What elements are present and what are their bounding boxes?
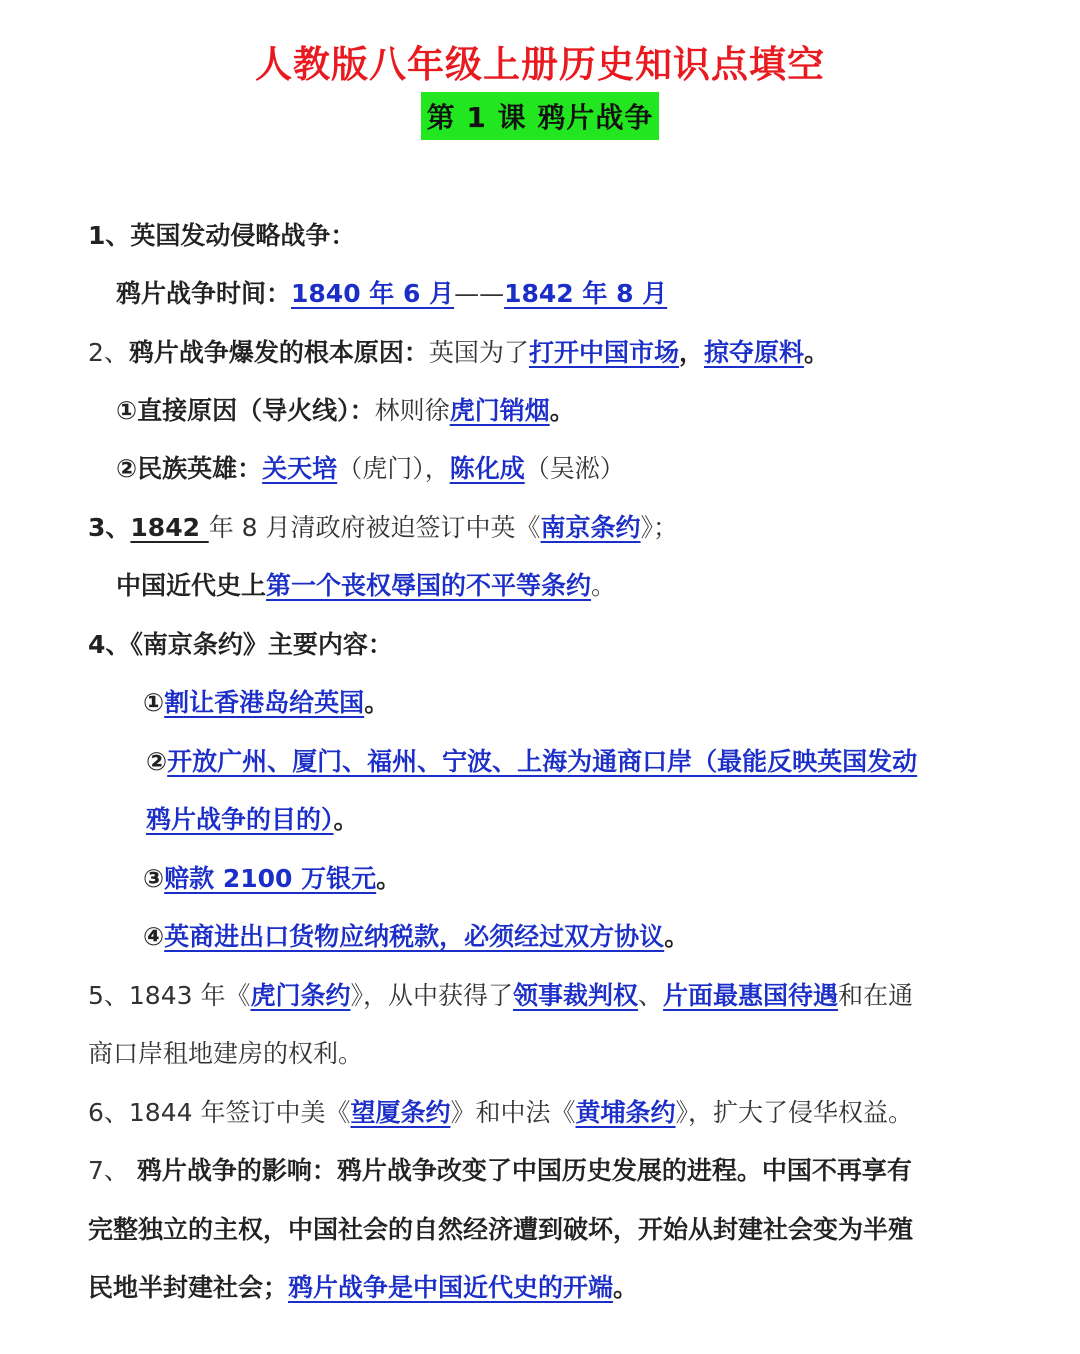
item-3-number: 3、 (88, 513, 131, 542)
direct-cause-text: 林则徐 (374, 396, 450, 425)
page-title: 人教版八年级上册历史知识点填空 (255, 43, 825, 86)
item-6 (88, 1095, 913, 1131)
item-6-text: 6、1844 年签订中美《 (88, 1098, 351, 1127)
item-7-text-3: 民地半封建社会； (88, 1273, 289, 1302)
treaty-content-3 (143, 861, 401, 897)
content-1-number: ① (143, 688, 165, 717)
answer-tariff: 英商进出口货物应纳税款，必须经过双方协议 (164, 922, 665, 951)
item-7-text-2: 完整独立的主权，中国社会的自然经济遭到破坏，开始从封建社会变为半殖 (88, 1215, 914, 1244)
item-5-text-5: 商口岸租地建房的权利。 (88, 1039, 364, 1068)
answer-wangxia-treaty: 望厦条约 (350, 1098, 451, 1127)
item-7-cont-1 (88, 1212, 913, 1248)
item-2 (88, 335, 829, 371)
item-5-text-3: 、 (638, 981, 664, 1010)
answer-whampoa-treaty: 黄埔条约 (575, 1098, 676, 1127)
content-3-end: 。 (376, 864, 402, 893)
item-5-cont (88, 1036, 363, 1072)
answer-open-ports-cont: 鸦片战争的目的） (146, 805, 334, 834)
item-3-end: 》； (640, 513, 679, 542)
significance-label: 中国近代史上 (116, 571, 267, 600)
item-5 (88, 978, 913, 1014)
item-2-end: 。 (803, 338, 829, 367)
answer-open-ports: 开放广州、厦门、福州、宁波、上海为通商口岸（最能反映英国发动 (167, 747, 918, 776)
item-4-lead: 4、《南京条约》主要内容： (88, 630, 393, 659)
item-2-direct-cause (116, 393, 575, 429)
direct-cause-label: ①直接原因（导火线）： (116, 396, 375, 425)
item-1-heading (88, 218, 355, 254)
heroes-label: ②民族英雄： (116, 454, 263, 483)
item-5-text-2: 》，从中获得了 (350, 981, 514, 1010)
item-3-year: 1842 (130, 513, 209, 542)
item-2-number: 2、 (88, 338, 129, 367)
item-7-end: 。 (613, 1273, 639, 1302)
item-3-significance (116, 568, 616, 604)
answer-plunder-materials: 掠夺原料 (703, 338, 804, 367)
content-4-number: ④ (143, 922, 165, 951)
heroes-place-2: （吴淞） (524, 454, 625, 483)
lesson-subtitle: 第 1 课 鸦片战争 (421, 92, 660, 140)
item-3-text: 年 8 月清政府被迫签订中英《 (208, 513, 541, 542)
answer-indemnity: 赔款 2100 万银元 (164, 864, 377, 893)
content-2-end: 。 (333, 805, 359, 834)
direct-cause-end: 。 (549, 396, 575, 425)
item-1-time-label: 鸦片战争时间： (116, 279, 292, 308)
item-2-lead: 鸦片战争爆发的根本原因： (128, 338, 429, 367)
item-6-text-3: 》，扩大了侵华权益。 (675, 1098, 914, 1127)
answer-first-unequal-treaty: 第一个丧权辱国的不平等条约 (266, 571, 592, 600)
item-7 (88, 1153, 912, 1189)
treaty-content-4 (143, 919, 689, 955)
treaty-content-1 (143, 685, 389, 721)
answer-most-favored-nation: 片面最惠国待遇 (663, 981, 839, 1010)
item-4-heading (88, 627, 393, 663)
content-2-number: ② (146, 747, 168, 776)
item-2-separator: ， (678, 338, 704, 367)
answer-start-date: 1840 年 6 月 (291, 279, 455, 308)
item-6-text-2: 》和中法《 (450, 1098, 576, 1127)
answer-beginning-modern-history: 鸦片战争是中国近代史的开端 (288, 1273, 614, 1302)
date-dash: —— (454, 279, 505, 308)
item-5-text: 5、1843 年《 (88, 981, 251, 1010)
treaty-content-2 (146, 744, 917, 780)
item-7-cont-2 (88, 1270, 638, 1306)
item-3 (88, 510, 678, 546)
answer-cede-hongkong: 割让香港岛给英国 (164, 688, 365, 717)
item-7-text: 鸦片战争的影响：鸦片战争改变了中国历史发展的进程。中国不再享有 (136, 1156, 912, 1185)
heroes-place-1: （虎门）， (337, 454, 450, 483)
item-1-time (116, 276, 667, 312)
answer-consular-jurisdiction: 领事裁判权 (513, 981, 639, 1010)
significance-end: 。 (591, 571, 617, 600)
treaty-content-2-cont (146, 802, 359, 838)
answer-chen-huacheng: 陈化成 (449, 454, 525, 483)
answer-humen-opium: 虎门销烟 (449, 396, 550, 425)
answer-end-date: 1842 年 8 月 (504, 279, 668, 308)
item-2-text: 英国为了 (428, 338, 529, 367)
item-1-lead: 1、英国发动侵略战争： (88, 221, 356, 250)
answer-humen-treaty: 虎门条约 (250, 981, 351, 1010)
content-3-number: ③ (143, 864, 165, 893)
answer-nanjing-treaty: 南京条约 (540, 513, 641, 542)
content-1-end: 。 (364, 688, 390, 717)
item-7-number: 7、 (88, 1156, 137, 1185)
answer-guan-tianpei: 关天培 (262, 454, 338, 483)
answer-open-market: 打开中国市场 (528, 338, 679, 367)
item-2-heroes (116, 451, 625, 487)
item-5-text-4: 和在通 (838, 981, 914, 1010)
content-4-end: 。 (664, 922, 690, 951)
